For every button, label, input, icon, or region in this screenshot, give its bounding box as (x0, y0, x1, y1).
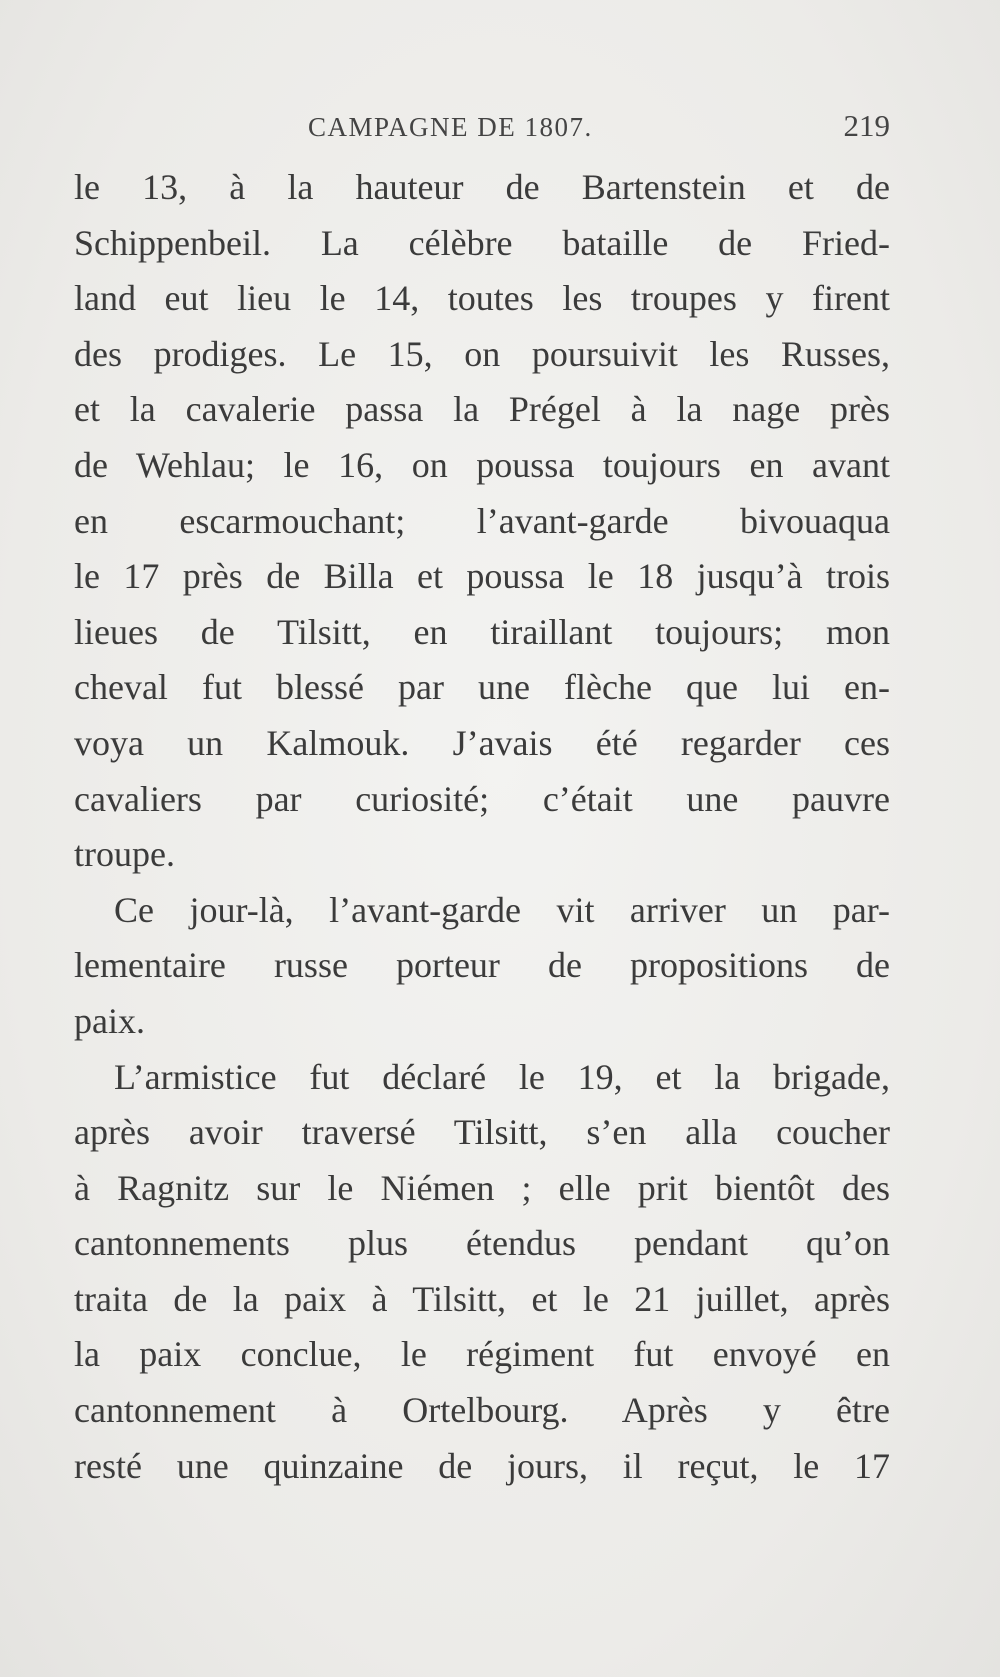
body-text (74, 160, 890, 1494)
text-line: à Ragnitz sur le Niémen ; elle prit bientôt des (74, 1167, 890, 1208)
text-line: troupe. (74, 834, 175, 875)
text-line: voya un Kalmouk. J’avais été regarder ces (74, 722, 890, 763)
text-line: cantonnements plus étendus pendant qu’on (74, 1223, 890, 1264)
text-line: L’armistice fut déclaré le 19, et la brigade, (114, 1056, 890, 1097)
text-line: cavaliers par curiosité; c’était une pauvre (74, 778, 890, 819)
text-line: de Wehlau; le 16, on poussa toujours en avant (74, 444, 890, 485)
text-line: le 17 près de Billa et poussa le 18 jusqu’à trois (74, 556, 890, 597)
text-line: et la cavalerie passa la Prégel à la nage près (74, 389, 890, 430)
text-line: des prodiges. Le 15, on poursuivit les Russes, (74, 333, 890, 374)
text-line: cheval fut blessé par une flèche que lui en- (74, 667, 890, 708)
text-line: le 13, à la hauteur de Bartenstein et de (74, 167, 890, 207)
text-line: land eut lieu le 14, toutes les troupes y firent (74, 278, 890, 319)
text-line: la paix conclue, le régiment fut envoyé en (74, 1334, 890, 1375)
page-number: 219 (843, 108, 890, 143)
text-line: Schippenbeil. La célèbre bataille de Fried- (74, 222, 890, 263)
text-line: après avoir traversé Tilsitt, s’en alla coucher (74, 1112, 890, 1153)
text-line: en escarmouchant; l’avant-garde bivouaqua (74, 500, 890, 541)
text-line: traita de la paix à Tilsitt, et le 21 juillet, après (74, 1278, 890, 1319)
text-line: Ce jour-là, l’avant-garde vit arriver un par- (114, 889, 890, 930)
text-line: resté une quinzaine de jours, il reçut, le 17 (74, 1445, 890, 1486)
text-line: lieues de Tilsitt, en tiraillant toujours; mon (74, 611, 890, 652)
running-title: CAMPAGNE DE 1807. (308, 112, 593, 142)
text-line: lementaire russe porteur de propositions de (74, 945, 890, 986)
text-line: cantonnement à Ortelbourg. Après y être (74, 1390, 890, 1431)
page-header (74, 108, 890, 152)
text-line: paix. (74, 1000, 145, 1041)
